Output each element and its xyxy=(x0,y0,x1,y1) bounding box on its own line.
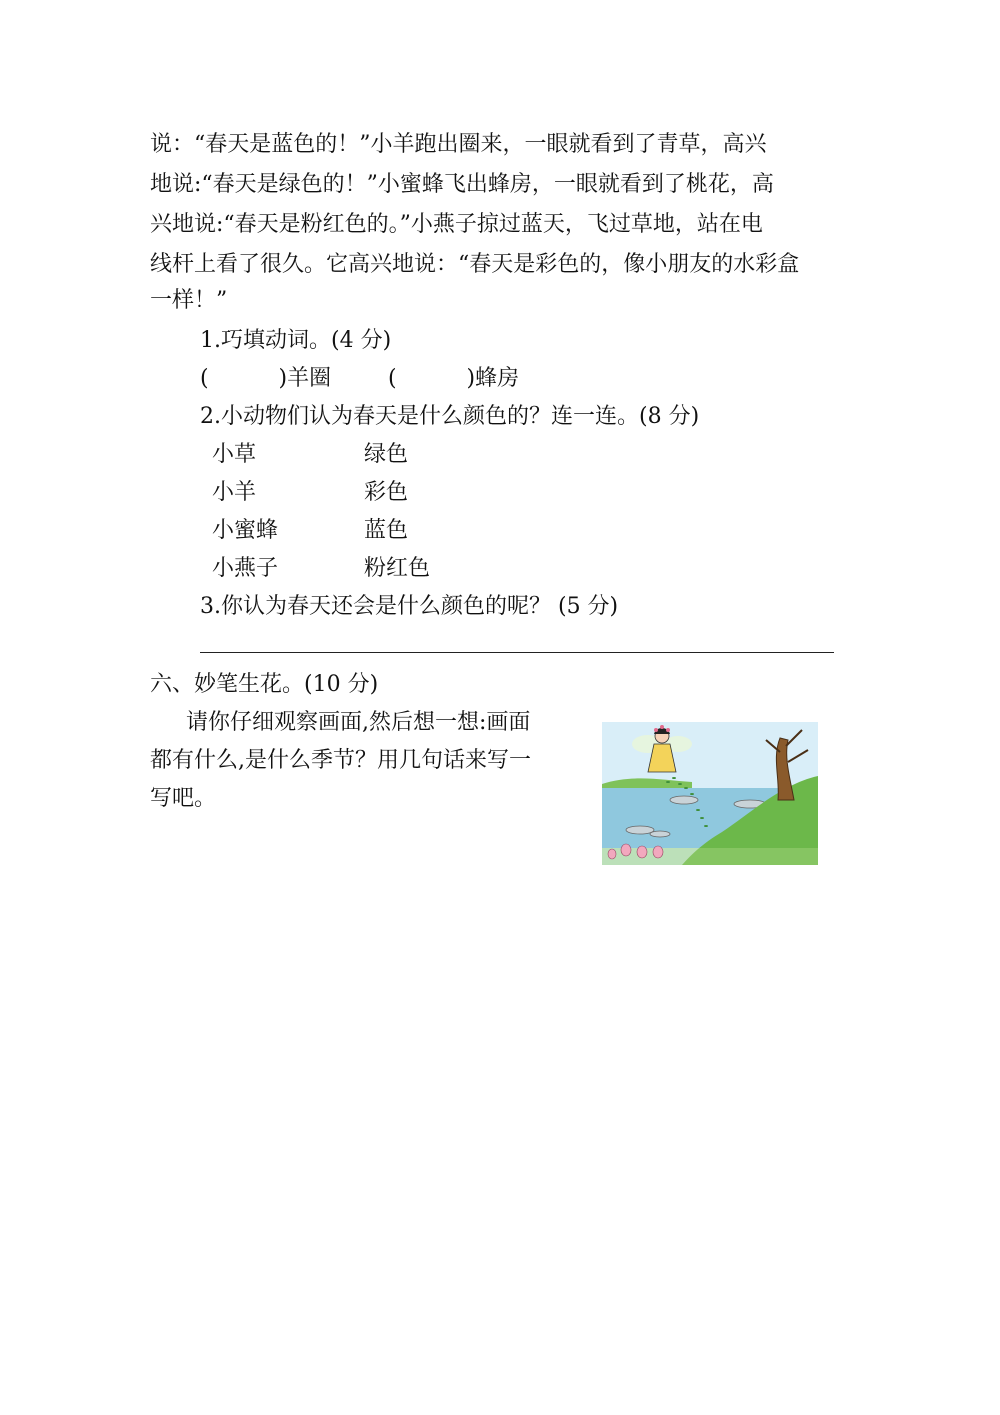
section6-prompt-line-1: 请你仔细观察画面,然后想一想:画面 xyxy=(186,710,531,735)
section6-prompt-line-3: 写吧。 xyxy=(150,786,217,811)
q2-color-colorful[interactable]: 彩色 xyxy=(364,480,409,505)
q2-color-blue[interactable]: 蓝色 xyxy=(364,518,409,543)
q1-blank-sheep-pen[interactable]: ( )羊圈 xyxy=(200,366,332,391)
q1-title: 1.巧填动词。(4 分) xyxy=(200,328,392,353)
section6-prompt-line-2: 都有什么,是什么季节？用几句话来写一 xyxy=(150,748,531,773)
q3-title: 3.你认为春天还会是什么颜色的呢？ (5 分) xyxy=(200,594,619,619)
q2-color-pink[interactable]: 粉红色 xyxy=(364,556,431,581)
passage-line-2: 地说:“春天是绿色的！”小蜜蜂飞出蜂房，一眼就看到了桃花，高 xyxy=(150,172,774,197)
passage-line-3: 兴地说:“春天是粉红色的。”小燕子掠过蓝天，飞过草地，站在电 xyxy=(150,212,763,237)
q2-title: 2.小动物们认为春天是什么颜色的？连一连。(8 分) xyxy=(200,404,700,429)
q3-answer-line[interactable] xyxy=(200,652,834,653)
section6-title: 六、妙笔生花。(10 分) xyxy=(150,672,379,697)
spring-scene-illustration xyxy=(602,722,818,865)
passage-line-1: 说：“春天是蓝色的！”小羊跑出圈来，一眼就看到了青草，高兴 xyxy=(150,132,767,157)
q1-blank-beehive[interactable]: ( )蜂房 xyxy=(388,366,520,391)
passage-line-5: 一样！” xyxy=(150,288,228,313)
q2-color-green[interactable]: 绿色 xyxy=(364,442,409,467)
q2-animal-sheep[interactable]: 小羊 xyxy=(212,480,257,505)
q2-animal-grass[interactable]: 小草 xyxy=(212,442,257,467)
passage-line-4: 线杆上看了很久。它高兴地说：“春天是彩色的，像小朋友的水彩盒 xyxy=(150,252,800,277)
q2-animal-swallow[interactable]: 小燕子 xyxy=(212,556,279,581)
q2-animal-bee[interactable]: 小蜜蜂 xyxy=(212,518,279,543)
